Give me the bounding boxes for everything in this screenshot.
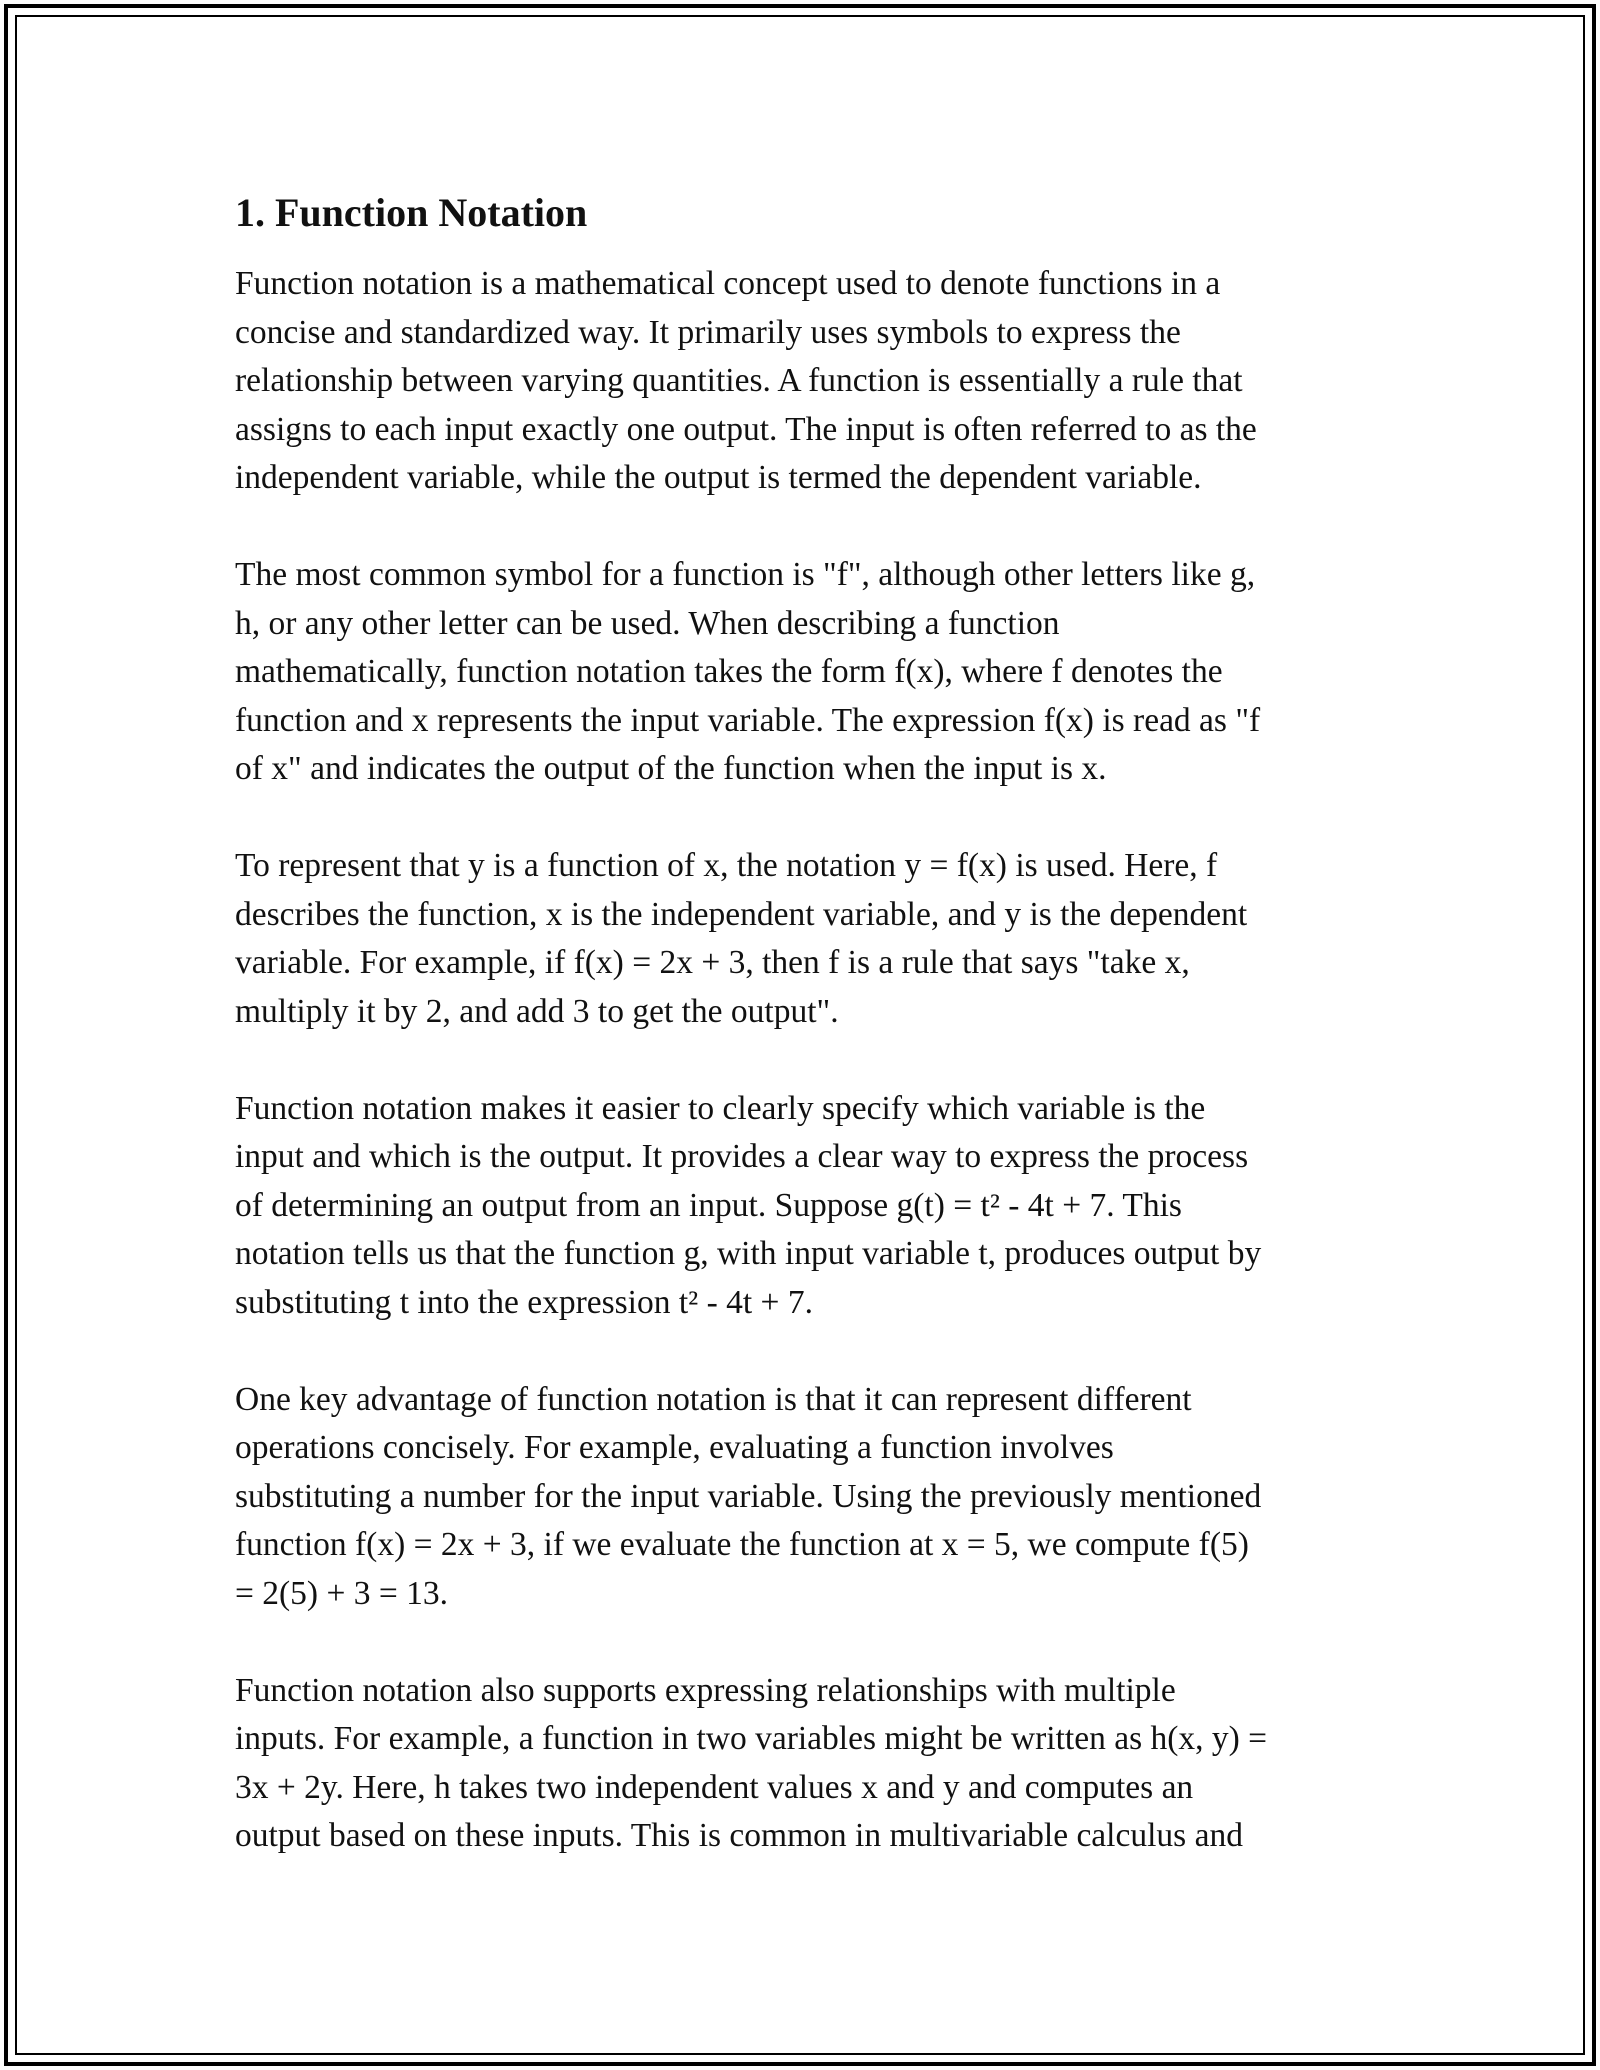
- paragraph-line: = 2(5) + 3 = 13.: [235, 1574, 448, 1612]
- paragraph-line: substituting t into the expression t² - 4t + 7.: [235, 1283, 813, 1321]
- paragraph-line: of x" and indicates the output of the function when the input is x.: [235, 750, 1107, 787]
- document-content: [235, 186, 1375, 1909]
- paragraph-line: output based on these inputs. This is common in multivariable calculus and: [235, 1817, 1243, 1854]
- paragraph-3: [235, 842, 1375, 1036]
- paragraph-line: relationship between varying quantities. A function is essentially a rule that: [235, 362, 1243, 399]
- paragraph-line: operations concisely. For example, evaluating a function involves: [235, 1429, 1114, 1466]
- section-heading: 1. Function Notation: [235, 190, 588, 235]
- paragraph-line: concise and standardized way. It primarily uses symbols to express the: [235, 313, 1181, 351]
- paragraph-line: input and which is the output. It provides a clear way to express the process: [235, 1138, 1249, 1175]
- paragraph-line: Function notation is a mathematical concept used to denote functions in a: [235, 265, 1221, 302]
- paragraph-line: One key advantage of function notation is that it can represent different: [235, 1380, 1192, 1418]
- paragraph-line: notation tells us that the function g, with input variable t, produces output by: [235, 1235, 1262, 1272]
- paragraph-line: inputs. For example, a function in two variables might be written as h(x, y) =: [235, 1720, 1268, 1757]
- paragraph-1: [235, 260, 1375, 503]
- paragraph-line: The most common symbol for a function is "f", although other letters like g,: [235, 556, 1256, 593]
- paragraph-line: function and x represents the input variable. The expression f(x) is read as "f: [235, 701, 1261, 739]
- paragraph-line: describes the function, x is the independent variable, and y is the dependent: [235, 895, 1248, 933]
- paragraph-line: h, or any other letter can be used. When describing a function: [235, 604, 1060, 642]
- paragraph-5: [235, 1376, 1375, 1619]
- paragraph-line: substituting a number for the input variable. Using the previously mentioned: [235, 1477, 1262, 1515]
- paragraph-line: 3x + 2y. Here, h takes two independent values x and y and computes an: [235, 1768, 1194, 1806]
- paragraph-line: Function notation makes it easier to clearly specify which variable is the: [235, 1089, 1206, 1127]
- paragraph-line: Function notation also supports expressing relationships with multiple: [235, 1671, 1176, 1709]
- paragraph-line: mathematically, function notation takes the form f(x), where f denotes the: [235, 653, 1223, 690]
- paragraph-6: [235, 1667, 1375, 1861]
- paragraph-line: variable. For example, if f(x) = 2x + 3, then f is a rule that says "take x,: [235, 944, 1190, 981]
- paragraph-2: [235, 551, 1375, 794]
- paragraph-line: multiply it by 2, and add 3 to get the output".: [235, 992, 839, 1030]
- paragraph-line: function f(x) = 2x + 3, if we evaluate the function at x = 5, we compute f(5): [235, 1526, 1249, 1563]
- paragraph-line: independent variable, while the output is termed the dependent variable.: [235, 459, 1202, 496]
- paragraph-line: To represent that y is a function of x, the notation y = f(x) is used. Here, f: [235, 847, 1218, 884]
- paragraph-line: of determining an output from an input. Suppose g(t) = t² - 4t + 7. This: [235, 1186, 1182, 1224]
- paragraph-line: assigns to each input exactly one output. The input is often referred to as the: [235, 410, 1257, 448]
- paragraph-4: [235, 1085, 1375, 1328]
